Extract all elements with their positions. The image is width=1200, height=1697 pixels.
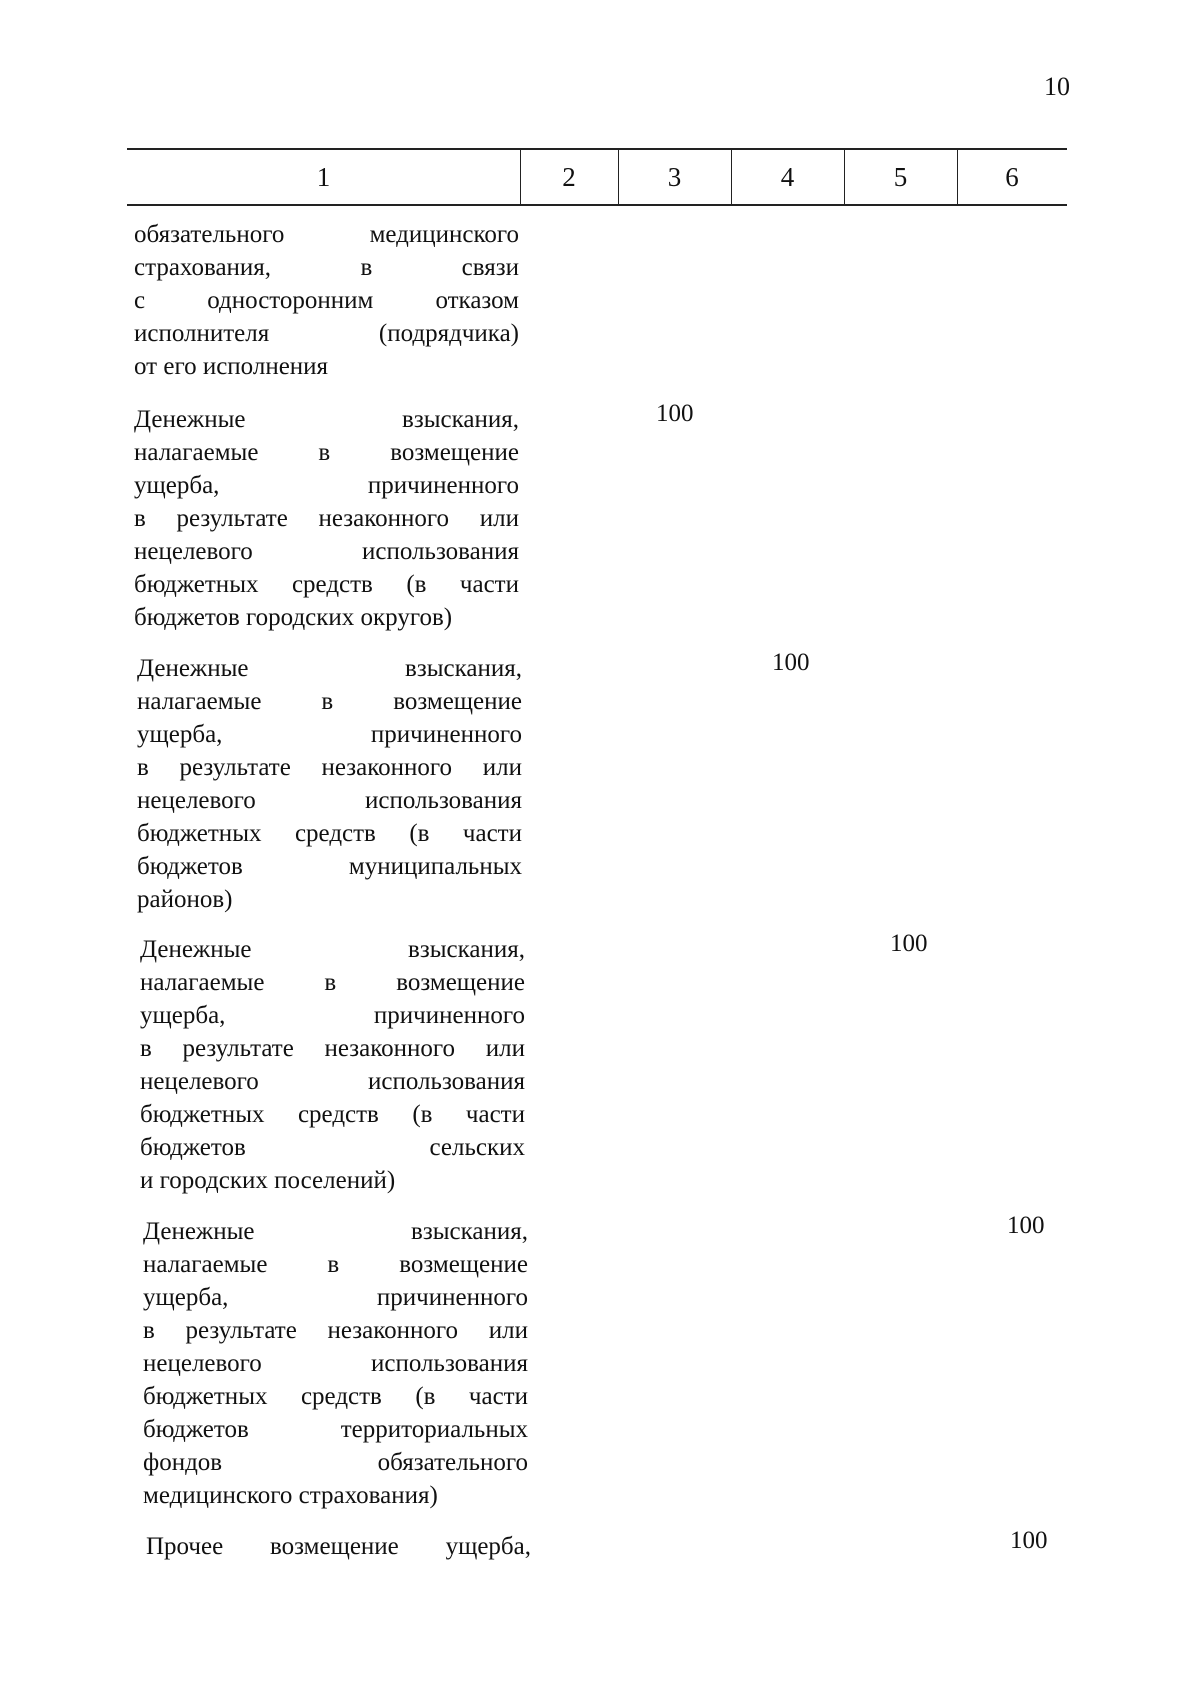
text-line: в результате незаконного или (143, 1317, 528, 1344)
text-line: ущерба, причиненного (137, 721, 522, 748)
row-description (146, 1530, 531, 1563)
text-line: бюджетов муниципальных (137, 853, 522, 880)
header-col-4: 4 (780, 161, 795, 192)
text-line: с односторонним отказом (134, 287, 519, 314)
text-line: нецелевого использования (140, 1068, 525, 1095)
header-col-1: 1 (316, 161, 331, 192)
row-description (137, 652, 522, 916)
text-line: Денежные взыскания, (134, 406, 519, 433)
table-row (134, 218, 519, 383)
text-line: нецелевого использования (143, 1350, 528, 1377)
text-line: Денежные взыскания, (140, 936, 525, 963)
text-line: в результате незаконного или (137, 754, 522, 781)
header-col-3: 3 (667, 161, 682, 192)
text-line: нецелевого использования (134, 538, 519, 565)
text-line: в результате незаконного или (140, 1035, 525, 1062)
text-line: и городских поселений) (140, 1167, 396, 1194)
table-row (134, 403, 519, 634)
text-line: бюджетных средств (в части (134, 571, 519, 598)
text-line: бюджетов городских округов) (134, 604, 453, 631)
text-line: бюджетов территориальных (143, 1416, 528, 1443)
table-row (146, 1530, 531, 1563)
text-line: бюджетных средств (в части (137, 820, 522, 847)
table-header (127, 148, 1067, 206)
header-col-5: 5 (893, 161, 908, 192)
header-col-6: 6 (1005, 161, 1019, 192)
row-value: 100 (1010, 1527, 1048, 1554)
row-value: 100 (772, 649, 810, 676)
text-line: бюджетных средств (в части (140, 1101, 525, 1128)
row-value: 100 (656, 400, 694, 427)
text-line: налагаемые в возмещение (134, 439, 519, 466)
text-line: нецелевого использования (137, 787, 522, 814)
row-description (143, 1215, 528, 1512)
table-row (137, 652, 522, 916)
table-row (143, 1215, 528, 1512)
text-line: налагаемые в возмещение (137, 688, 522, 715)
text-line: обязательного медицинского (134, 221, 519, 248)
text-line: Денежные взыскания, (143, 1218, 528, 1245)
text-line: налагаемые в возмещение (143, 1251, 528, 1278)
row-description (134, 403, 519, 634)
text-line: бюджетов сельских (140, 1134, 525, 1161)
text-line: Денежные взыскания, (137, 655, 522, 682)
text-line: Прочее возмещение ущерба, (146, 1533, 531, 1560)
text-line: ущерба, причиненного (143, 1284, 528, 1311)
text-line: ущерба, причиненного (140, 1002, 525, 1029)
text-line: страхования, в связи (134, 254, 519, 281)
text-line: ущерба, причиненного (134, 472, 519, 499)
row-description (134, 218, 519, 383)
header-col-2: 2 (562, 161, 576, 192)
text-line: медицинского страхования) (143, 1482, 438, 1509)
row-value: 100 (1007, 1212, 1045, 1239)
text-line: налагаемые в возмещение (140, 969, 525, 996)
table-row (140, 933, 525, 1197)
text-line: фондов обязательного (143, 1449, 528, 1476)
text-line: районов) (137, 886, 233, 913)
text-line: исполнителя (подрядчика) (134, 320, 519, 347)
text-line: бюджетных средств (в части (143, 1383, 528, 1410)
text-line: от его исполнения (134, 353, 329, 380)
row-value: 100 (890, 930, 928, 957)
text-line: в результате незаконного или (134, 505, 519, 532)
page-number: 10 (1044, 72, 1070, 101)
row-description (140, 933, 525, 1197)
